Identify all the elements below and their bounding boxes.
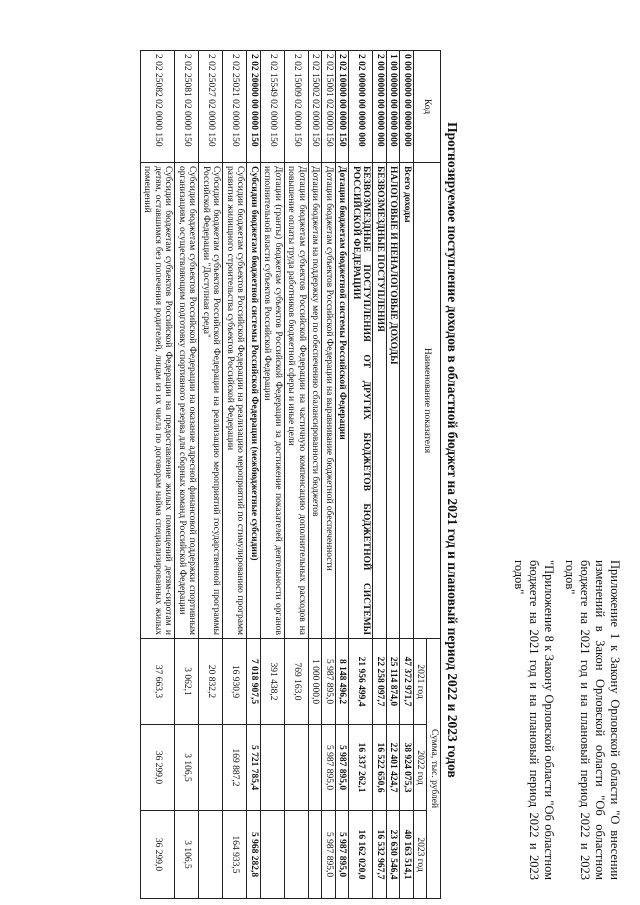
value-2022-cell: 169 887,2 bbox=[223, 725, 247, 811]
value-2022-cell: 38 924 075,3 bbox=[400, 725, 414, 811]
code-cell: 2 02 10000 00 0000 150 bbox=[336, 51, 350, 163]
document-title: Прогнозируемое поступление доходов в областной бюджет на 2021 год и плановый период 2022 и 2023 годов bbox=[445, 122, 460, 778]
name-cell: Дотации (гранты) бюджетам субъектов Российской Федерации за достижение показателей деятельности органов исполнительной власти субъектов Российской Федерации bbox=[261, 163, 285, 639]
value-2022-cell bbox=[285, 725, 309, 811]
table-row bbox=[247, 51, 261, 899]
value-2023-cell: 16 162 020,0 bbox=[349, 811, 373, 899]
value-2023-cell: 5 968 282,8 bbox=[247, 811, 261, 899]
code-cell: 0 00 00000 00 0000 000 bbox=[400, 51, 414, 163]
value-2021-cell: 5 987 895,0 bbox=[322, 639, 336, 725]
col-header-sum: Сумма, тыс. рублей bbox=[427, 639, 441, 899]
name-cell: Субсидии бюджетам субъектов Российской Федерации на реализацию мероприятий по стимулированию программ развития жилищного строительства субъектов Российской Федерации bbox=[223, 163, 247, 639]
code-cell: 2 02 15001 02 0000 150 bbox=[322, 51, 336, 163]
table-row bbox=[199, 51, 223, 899]
code-cell: 2 02 25082 02 0000 150 bbox=[141, 51, 176, 163]
value-2023-cell: 3 106,5 bbox=[175, 811, 199, 899]
value-2021-cell: 22 258 097,7 bbox=[373, 639, 387, 725]
code-cell: 2 00 00000 00 0000 000 bbox=[373, 51, 387, 163]
name-cell: НАЛОГОВЫЕ И НЕНАЛОГОВЫЕ ДОХОДЫ bbox=[387, 163, 401, 639]
name-cell: Субсидии бюджетам субъектов Российской Федерации на реализацию мероприятий государственной программы Российской Федерации "Доступная среда" bbox=[199, 163, 223, 639]
value-2022-cell: 5 987 895,0 bbox=[336, 725, 350, 811]
value-2021-cell: 20 832,2 bbox=[199, 639, 223, 725]
value-2021-cell: 21 956 499,4 bbox=[349, 639, 373, 725]
table-row bbox=[285, 51, 309, 899]
table-row bbox=[223, 51, 247, 899]
value-2022-cell bbox=[309, 725, 323, 811]
name-cell: БЕЗВОЗМЕЗДНЫЕ ПОСТУПЛЕНИЯ bbox=[373, 163, 387, 639]
name-cell: Дотации бюджетам субъектов Российской Федерации на частичную компенсацию дополнительных расходов на повышение оплаты труда работников бюджетной сферы и иные цели bbox=[285, 163, 309, 639]
code-cell: 2 02 20000 00 0000 150 bbox=[247, 51, 261, 163]
table-row bbox=[387, 51, 401, 899]
annex-1-header bbox=[562, 560, 622, 880]
value-2021-cell: 25 114 874,0 bbox=[387, 639, 401, 725]
value-2021-cell: 3 062,1 bbox=[175, 639, 199, 725]
table-body bbox=[141, 51, 414, 899]
table-row bbox=[373, 51, 387, 899]
name-cell: Субсидии бюджетам бюджетной системы Российской Федерации (межбюджетные субсидии) bbox=[247, 163, 261, 639]
value-2022-cell: 36 299,0 bbox=[141, 725, 176, 811]
code-cell: 2 02 15002 02 0000 150 bbox=[309, 51, 323, 163]
table-row bbox=[175, 51, 199, 899]
value-2023-cell: 23 630 546,4 bbox=[387, 811, 401, 899]
col-header-code: Код bbox=[414, 51, 441, 163]
table-row bbox=[141, 51, 176, 899]
value-2023-cell bbox=[285, 811, 309, 899]
value-2023-cell: 36 299,0 bbox=[141, 811, 176, 899]
col-header-year: 2023 год bbox=[414, 811, 428, 899]
value-2022-cell: 16 337 262,1 bbox=[349, 725, 373, 811]
name-cell: Дотации бюджетам субъектов Российской Федерации на выравнивание бюджетной обеспеченности bbox=[322, 163, 336, 639]
value-2023-cell: 164 933,5 bbox=[223, 811, 247, 899]
value-2021-cell: 37 663,3 bbox=[141, 639, 176, 725]
code-cell: 2 02 25081 02 0000 150 bbox=[175, 51, 199, 163]
code-cell: 2 02 15009 02 0000 150 bbox=[285, 51, 309, 163]
value-2021-cell: 769 163,0 bbox=[285, 639, 309, 725]
annex-8-header bbox=[511, 560, 556, 880]
code-cell: 2 02 25027 02 0000 150 bbox=[199, 51, 223, 163]
value-2022-cell: 3 106,5 bbox=[175, 725, 199, 811]
table-row bbox=[400, 51, 414, 899]
value-2023-cell: 40 163 514,1 bbox=[400, 811, 414, 899]
value-2023-cell: 5 987 895,0 bbox=[322, 811, 336, 899]
name-cell: Всего доходы bbox=[400, 163, 414, 639]
code-cell: 2 02 00000 00 0000 000 bbox=[349, 51, 373, 163]
value-2022-cell: 16 522 650,6 bbox=[373, 725, 387, 811]
table-row bbox=[349, 51, 373, 899]
name-cell: Дотации бюджетам на поддержку мер по обеспечению сбалансированности бюджетов bbox=[309, 163, 323, 639]
table-header-row bbox=[427, 51, 441, 899]
annex-8-text: "Приложение 8 к Закону Орловской области "Об областном бюджете на 2021 год и на плановый период 2022 и 2023 годов" bbox=[512, 560, 556, 880]
value-2021-cell: 391 438,2 bbox=[261, 639, 285, 725]
value-2022-cell: 5 987 895,0 bbox=[322, 725, 336, 811]
revenue-table bbox=[140, 50, 441, 899]
code-cell: 2 02 15549 02 0000 150 bbox=[261, 51, 285, 163]
code-cell: 1 00 00000 00 0000 000 bbox=[387, 51, 401, 163]
name-cell: Субсидии бюджетам субъектов Российской Федерации на оказание адресной финансовой поддержки спортивным организациям, осуществляющим подготовку спортивного резерва для сборных команд Российской Федерации bbox=[175, 163, 199, 639]
col-header-year: 2022 год bbox=[414, 725, 428, 811]
table-row bbox=[322, 51, 336, 899]
annex-1-text: Приложение 1 к Закону Орловской области "О внесении изменений в Закон Орловской области "Об областном бюджете на 2021 год и на плановый период 2022 и 2023 годов" bbox=[563, 560, 622, 880]
table-row bbox=[336, 51, 350, 899]
value-2021-cell: 47 372 971,7 bbox=[400, 639, 414, 725]
name-cell: БЕЗВОЗМЕЗДНЫЕ ПОСТУПЛЕНИЯ ОТ ДРУГИХ БЮДЖЕТОВ БЮДЖЕТНОЙ СИСТЕМЫ РОССИЙСКОЙ ФЕДЕРАЦИИ bbox=[349, 163, 373, 639]
table-row bbox=[309, 51, 323, 899]
code-cell: 2 02 25021 02 0000 150 bbox=[223, 51, 247, 163]
value-2023-cell: 16 532 967,7 bbox=[373, 811, 387, 899]
name-cell: Дотации бюджетам бюджетной системы Российской Федерации bbox=[336, 163, 350, 639]
value-2023-cell bbox=[199, 811, 223, 899]
col-header-name: Наименование показателя bbox=[414, 163, 441, 639]
value-2021-cell: 7 018 907,5 bbox=[247, 639, 261, 725]
value-2022-cell: 5 721 785,4 bbox=[247, 725, 261, 811]
value-2021-cell: 1 000 000,0 bbox=[309, 639, 323, 725]
value-2023-cell: 5 987 895,0 bbox=[336, 811, 350, 899]
col-header-year: 2021 год bbox=[414, 639, 428, 725]
value-2023-cell bbox=[309, 811, 323, 899]
value-2021-cell: 16 930,9 bbox=[223, 639, 247, 725]
value-2022-cell: 22 401 424,7 bbox=[387, 725, 401, 811]
name-cell: Субсидии бюджетам субъектов Российской Федерации на предоставление жилых помещений детям-сиротам и детям, оставшимся без попечения родителей, лицам из их числа по договорам найма специализированных жилых помещений bbox=[141, 163, 176, 639]
table-row bbox=[261, 51, 285, 899]
value-2022-cell bbox=[261, 725, 285, 811]
value-2023-cell bbox=[261, 811, 285, 899]
value-2022-cell bbox=[199, 725, 223, 811]
value-2021-cell: 8 148 496,2 bbox=[336, 639, 350, 725]
